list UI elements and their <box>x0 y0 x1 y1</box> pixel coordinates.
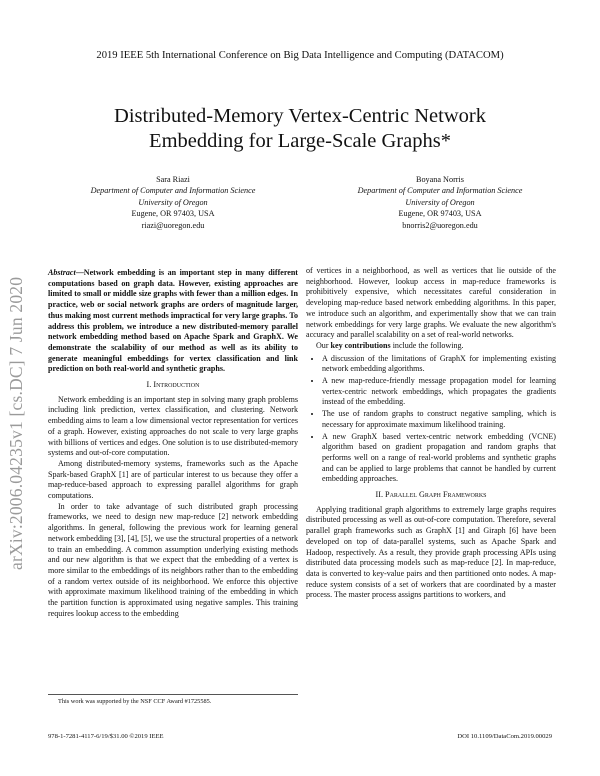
right-column <box>306 266 556 601</box>
author-dept: Department of Computer and Information Science <box>357 186 523 196</box>
author-univ: University of Oregon <box>405 197 475 207</box>
section-heading-introduction: I. Introduction <box>146 380 200 390</box>
author-name: Boyana Norris <box>416 175 464 184</box>
author-block-1 <box>48 174 298 231</box>
list-item: • The use of random graphs to construct negative sampling, which is necessary for approximate maximum likelihood training. <box>322 409 556 430</box>
author-dept: Department of Computer and Information Science <box>90 186 256 196</box>
contrib-bold: key contributions <box>330 340 391 350</box>
author-block-2 <box>315 174 565 231</box>
arxiv-stamp: arXiv:2006.04235v1 [cs.DC] 7 Jun 2020 <box>6 276 26 570</box>
title-line-2: Embedding for Large-Scale Graphs* <box>149 130 451 152</box>
abstract-text: —Network embedding is an important step in many different computations based on graph data. However, existing approaches are limited to small or middle size graphs with fewer than a million edges. In practice, web or social network graphs are orders of magnitude larger, thus making most current methods impractical for very large graphs. To address this problem, we introduce a new distributed-memory parallel network embedding method based on Apache Spark and GraphX. We demonstrate the scalability of our method as well as its ability to generate meaningful embeddings for vertex classification and link prediction on both real-world and synthetic graphs. <box>48 268 298 374</box>
contrib-intro-text: Our <box>316 340 329 350</box>
author-name: Sara Riazi <box>156 175 190 184</box>
author-univ: University of Oregon <box>138 197 208 207</box>
author-city: Eugene, OR 97403, USA <box>131 209 215 219</box>
paper-title <box>0 104 600 154</box>
footnote <box>48 694 298 705</box>
list-item: • A new map-reduce-friendly message propagation model for learning vertex-centric network embeddings, which propagates the gradients instead of the embedding. <box>322 376 556 408</box>
abstract-label: Abstract <box>48 268 76 277</box>
intro-paragraph: In order to take advantage of such distributed graph processing frameworks, we need to design new map-reduce [2] network embedding algorithms. In general, following the previous work for learning general network embedding [3], [4], [5], we use the structural properties of a network to train an embedding. A common assumption underlying existing methods and our new algorithm is that we expect that the embedding of a vertex is more similar to the embeddings of its neighbors rather than to the embedding of a random vertex outside of its neighborhood. We enforce this objective with approximate maximum likelihood training of the embedding in which the partition function is approximated using negative samples. This training requires lookup access to the embedding <box>48 501 298 618</box>
intro-paragraph: Among distributed-memory systems, frameworks such as the Apache Spark-based GraphX [1] are of particular interest to us because they offer a map-reduce-based approach to expressing parallel algorithms for graph computations. <box>48 458 298 501</box>
left-column <box>48 268 298 620</box>
contributions-list <box>306 354 556 485</box>
copyright-line: 978-1-7281-4117-6/19/$31.00 ©2019 IEEE <box>48 733 164 740</box>
author-city: Eugene, OR 97403, USA <box>398 209 482 219</box>
title-line-1: Distributed-Memory Vertex-Centric Network <box>114 105 486 127</box>
contributions-intro <box>306 341 556 352</box>
footnote-text: This work was supported by the NSF CCF Award #1725585. <box>58 698 212 705</box>
list-item: • A discussion of the limitations of GraphX for implementing existing network embedding algorithms. <box>322 354 556 375</box>
section-heading-frameworks: II. Parallel Graph Frameworks <box>375 490 487 500</box>
conference-header: 2019 IEEE 5th International Conference on Big Data Intelligence and Computing (DATACOM) <box>96 50 504 61</box>
author-email: riazi@uoregon.edu <box>141 220 205 230</box>
doi-line: DOI 10.1109/DataCom.2019.00029 <box>457 733 552 740</box>
list-item: • A new GraphX based vertex-centric network embedding (VCNE) algorithm based on gradient propagation and random graphs that performs well on a range of real-world problems and synthetic graphs and can be applied to large problems that cannot be handled by current embedding approaches. <box>322 432 556 486</box>
body-paragraph: Applying traditional graph algorithms to extremely large graphs requires distributed processing as well as out-of-core computation. Therefore, several parallel graph frameworks such as GraphX [1] and Giraph [6] have been developed on top of data-parallel systems, such as Apache Spark and Hadoop, respectively. As a result, they provide graph processing APIs using distributed data processing models such as map-reduce [2]. In map-reduce, data is converted to key-value pairs and then partitioned onto nodes. A map-reduce system consists of a set of workers that are coordinated by a master process. The master process assigns partitions to workers, and <box>306 504 556 600</box>
body-paragraph: of vertices in a neighborhood, as well as vertices that lie outside of the neighborhood. However, lookup access in map-reduce frameworks is prohibitively expensive, which necessitates careful consideration in developing map-reduce based network embedding algorithms. In this paper, we introduce such an algorithm, and experimentally show that we can train network embeddings for very large graphs. We evaluate the new algorithm's accuracy and parallel scalability on a set of real-world networks. <box>306 266 556 340</box>
author-email: bnorris2@uoregon.edu <box>402 220 478 230</box>
abstract <box>48 268 298 375</box>
contrib-tail: include the following. <box>392 340 464 350</box>
intro-paragraph: Network embedding is an important step in solving many graph problems including link prediction, vertex classification, and clustering. Network embedding aims to learn a low dimensional vector representation for vertices of a graph. However, existing approaches do not scale to very large graphs with billions of vertices and edges. One solution is to use distributed-memory systems and out-of-core computation. <box>48 394 298 458</box>
